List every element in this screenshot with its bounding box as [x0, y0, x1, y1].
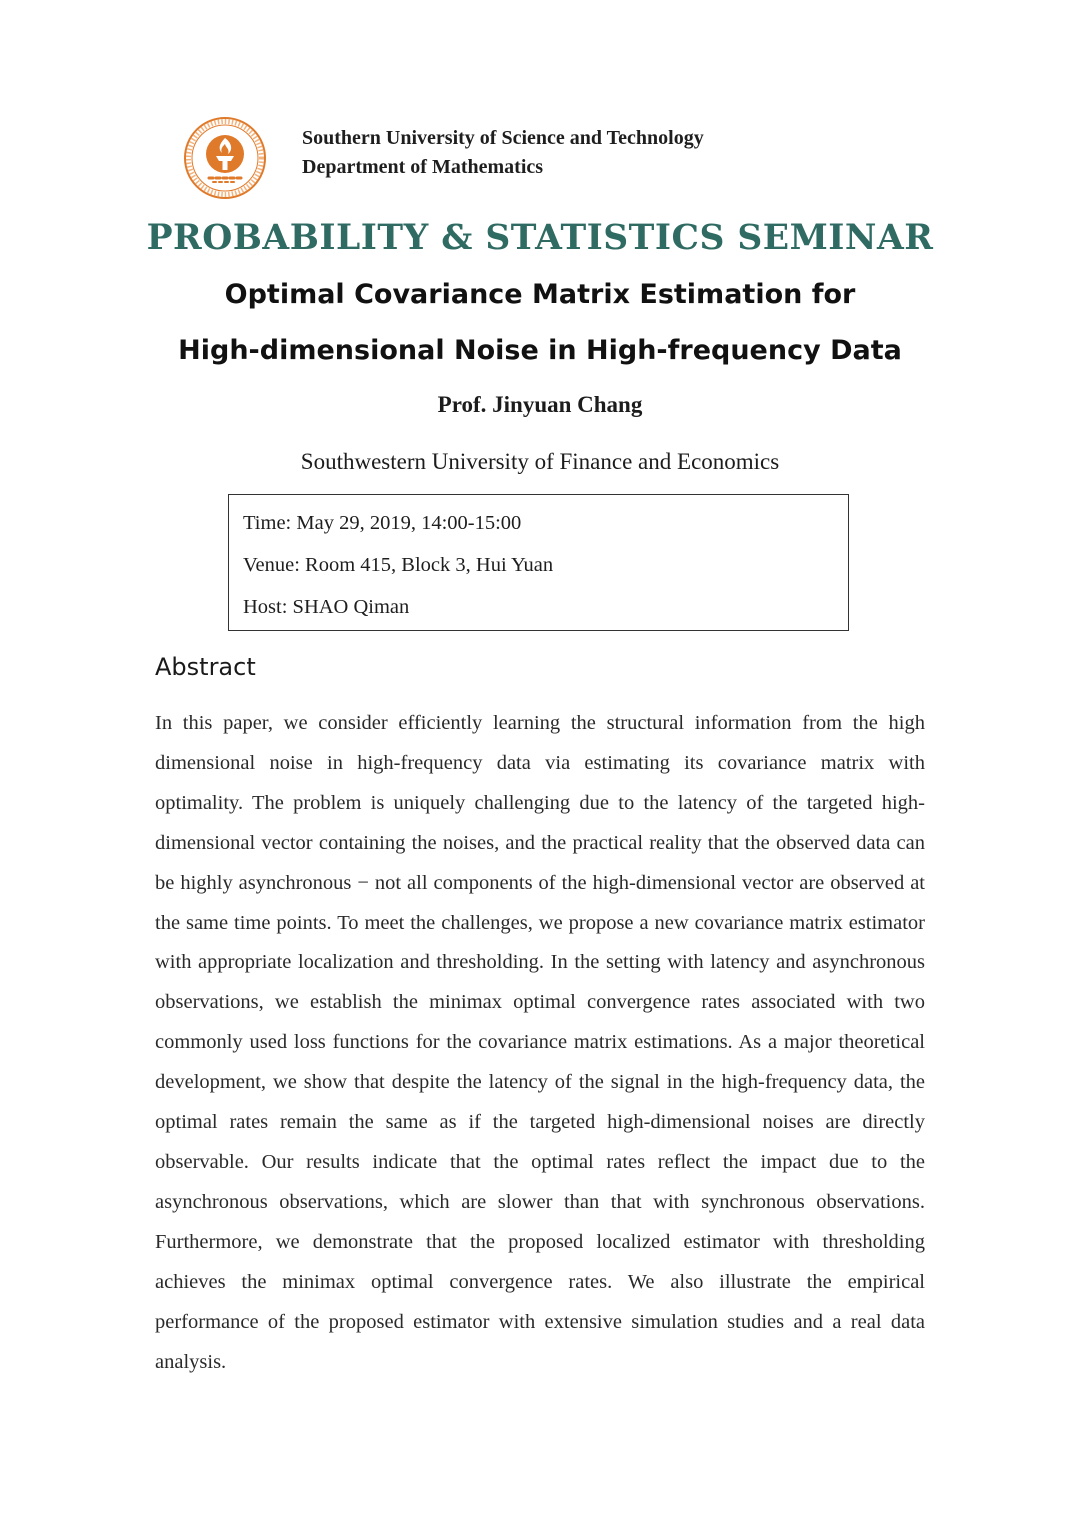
event-time: Time: May 29, 2019, 14:00-15:00	[243, 512, 522, 534]
department-name: Department of Mathematics	[302, 156, 544, 178]
abstract-heading: Abstract	[155, 653, 256, 681]
abstract-body: In this paper, we consider efficiently learning the structural information from the high dimensional noise in high-frequency data via estimating its covariance matrix with optimality. The problem is uniquely challenging due to the latency of the targeted high-dimensional vector containing the noises, and the practical reality that the observed data can be highly asynchronous − not all components of the high-dimensional vector are observed at the same time points. To meet the challenges, we propose a new covariance matrix estimator with appropriate localization and thresholding. In the setting with latency and asynchronous observations, we establish the minimax optimal convergence rates associated with two commonly used loss functions for the covariance matrix estimations. As a major theoretical development, we show that despite the latency of the signal in the high-frequency data, the optimal rates remain the same as if the targeted high-dimensional noises are directly observable. Our results indicate that the optimal rates reflect the impact due to the asynchronous observations, which are slower than that with synchronous observations. Furthermore, we demonstrate that the proposed localized estimator with thresholding achieves the minimax optimal convergence rates. We also illustrate the empirical performance of the proposed estimator with extensive simulation studies and a real data analysis.	[155, 712, 925, 1373]
seminar-title: PROBABILITY & STATISTICS SEMINAR	[146, 218, 934, 258]
event-venue: Venue: Room 415, Block 3, Hui Yuan	[243, 554, 554, 576]
speaker-name: Prof. Jinyuan Chang	[437, 392, 643, 417]
talk-title-line-2: High-dimensional Noise in High-frequency Data	[178, 335, 902, 366]
speaker-affiliation: Southwestern University of Finance and Economics	[300, 449, 780, 474]
university-name: Southern University of Science and Technology	[302, 127, 704, 149]
header-text	[302, 124, 704, 182]
header	[183, 114, 704, 202]
university-seal-logo-icon	[183, 116, 267, 200]
talk-title-line-1: Optimal Covariance Matrix Estimation for	[224, 279, 856, 310]
event-info-box	[228, 494, 849, 631]
event-host: Host: SHAO Qiman	[243, 596, 410, 618]
